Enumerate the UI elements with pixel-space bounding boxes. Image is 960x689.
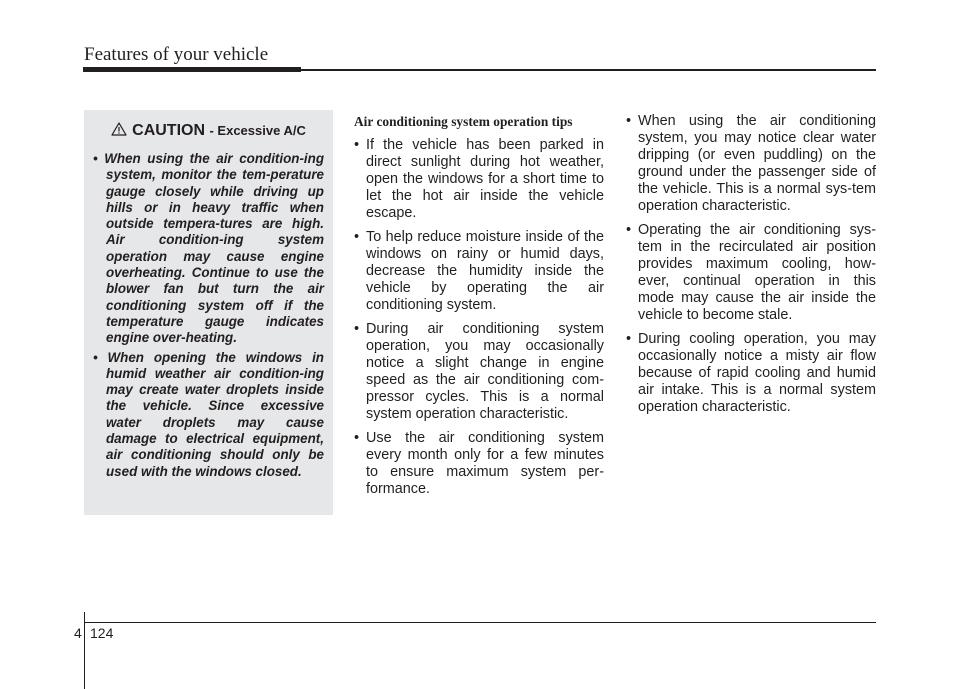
section-title: Air conditioning system operation tips bbox=[354, 114, 573, 129]
list-item: • During cooling operation, you may occasionally notice a misty air flow because of rapid cooling and humid air intake. This is a normal system operation characteristic. bbox=[626, 331, 876, 416]
list-item: • To help reduce moisture inside of the windows on rainy or humid days, decrease the humidity inside the vehicle by operating the air conditioning system. bbox=[354, 229, 604, 314]
right-column bbox=[626, 113, 876, 423]
page-number: 124 bbox=[90, 625, 114, 641]
page-header-title: Features of your vehicle bbox=[84, 44, 269, 65]
caution-heading bbox=[93, 122, 324, 141]
list-item: • When using the air conditioning system, you may notice clear water dripping (or even puddling) on the ground under the passenger side of the vehicle. This is a normal sys-tem operation characteristic. bbox=[626, 113, 876, 215]
caution-item: • When using the air condition-ing system, monitor the tem-perature gauge closely while driving up hills or in heavy traffic when outside tempera-tures are high. Air condition-ing system operation may cause engine overheating. Continue to use the blower fan but turn the air conditioning system off if the temperature gauge indicates engine over-heating. bbox=[93, 151, 324, 346]
header-rule-thick bbox=[83, 67, 301, 72]
footer-rule bbox=[84, 622, 876, 623]
footer-vertical-rule bbox=[84, 612, 85, 689]
caution-item: • When opening the windows in humid weather air condition-ing may create water droplets inside the vehicle. Since excessive water droplets may cause damage to electrical equipment, air conditioning should only be used with the windows closed. bbox=[93, 349, 324, 479]
list-item: • Operating the air conditioning sys-tem in the recirculated air position provides maximum cooling, how-ever, continual operation in this mode may cause the air inside the vehicle to become stale. bbox=[626, 222, 876, 324]
list-item: • Use the air conditioning system every month only for a few minutes to ensure maximum system per-formance. bbox=[354, 430, 604, 498]
caution-label: CAUTION bbox=[132, 122, 206, 139]
chapter-number: 4 bbox=[74, 625, 82, 641]
list-item: • During air conditioning system operation, you may occasionally notice a slight change in engine speed as the air conditioning com-pressor cycles. This is a normal system operation characteristic. bbox=[354, 321, 604, 423]
header-rule-thin bbox=[301, 69, 876, 71]
tips-column bbox=[354, 113, 604, 505]
caution-box bbox=[84, 110, 333, 515]
list-item: • If the vehicle has been parked in direct sunlight during hot weather, open the windows for a short time to let the hot air inside the vehicle escape. bbox=[354, 137, 604, 222]
warning-triangle-icon bbox=[111, 122, 127, 141]
caution-subtitle: - Excessive A/C bbox=[209, 123, 306, 138]
